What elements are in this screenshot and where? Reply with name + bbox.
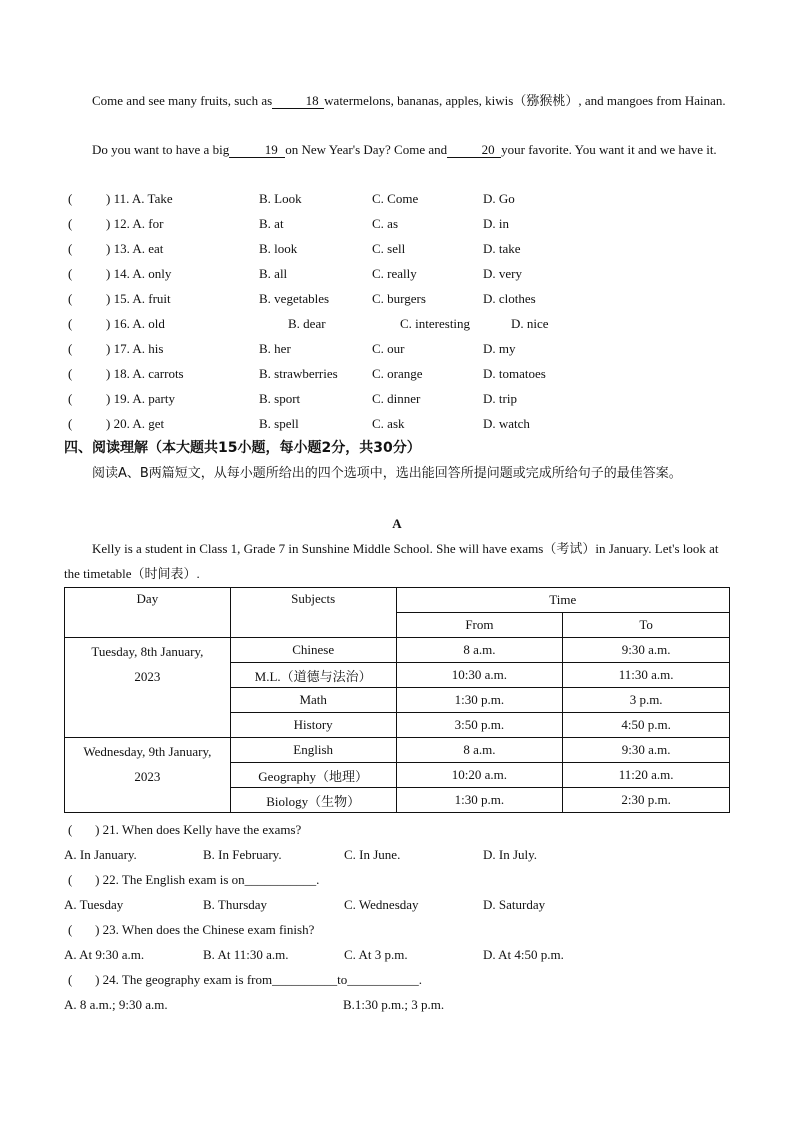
option-d: D. trip	[483, 391, 517, 406]
question-24: ( ) 24. The geography exam is from__________to___________.	[68, 972, 422, 987]
passage-text: watermelons, bananas, apples, kiwis（猕猴桃）, and mangoes from Hainan.	[324, 93, 726, 108]
option-a: A. 8 a.m.; 9:30 a.m.	[64, 997, 168, 1012]
option-a: A. At 9:30 a.m.	[64, 947, 145, 962]
option-row-18	[64, 361, 730, 386]
answer-paren: (	[68, 216, 73, 231]
option-c: C. Come	[372, 191, 419, 206]
day-label: Tuesday, 8th January,	[91, 644, 204, 659]
from-cell: 1:30 p.m.	[396, 688, 563, 713]
option-row-14	[64, 261, 730, 286]
option-d: D. Saturday	[483, 897, 546, 912]
from-cell: 8 a.m.	[396, 738, 563, 763]
option-d: D. Go	[483, 191, 515, 206]
option-a: ) 18. A. carrots	[106, 366, 184, 381]
option-c: C. interesting	[400, 316, 471, 331]
option-b: B. In February.	[203, 847, 282, 862]
option-a: ) 19. A. party	[106, 391, 175, 406]
exam-timetable	[64, 587, 730, 813]
header-day: Day	[65, 588, 231, 638]
answer-paren: (	[68, 416, 73, 431]
option-a: ) 17. A. his	[106, 341, 164, 356]
option-d: D. very	[483, 266, 522, 281]
option-b: B. her	[259, 341, 291, 356]
day-cell-tuesday	[65, 638, 231, 738]
blank-20: 20	[447, 143, 501, 158]
subject-cell: Biology（生物）	[230, 788, 396, 813]
to-cell: 11:30 a.m.	[563, 663, 730, 688]
question-21: ( ) 21. When does Kelly have the exams?	[68, 822, 302, 837]
option-d: D. watch	[483, 416, 530, 431]
option-b: B.1:30 p.m.; 3 p.m.	[343, 997, 445, 1012]
option-b: B. dear	[288, 316, 326, 331]
subject-cell: Math	[230, 688, 396, 713]
option-a: ) 20. A. get	[106, 416, 165, 431]
option-a: ) 15. A. fruit	[106, 291, 171, 306]
answer-paren: (	[68, 266, 73, 281]
header-from: From	[396, 613, 563, 638]
option-row-17	[64, 336, 730, 361]
day-year: 2023	[134, 769, 161, 784]
option-row-16	[64, 311, 730, 336]
option-c: C. burgers	[372, 291, 426, 306]
from-cell: 3:50 p.m.	[396, 713, 563, 738]
option-c: C. really	[372, 266, 417, 281]
day-label: Wednesday, 9th January,	[83, 744, 212, 759]
question-23: ( ) 23. When does the Chinese exam finish?	[68, 922, 315, 937]
passage-paragraph-2	[64, 137, 730, 162]
to-cell: 9:30 a.m.	[563, 638, 730, 663]
passage-text: on New Year's Day? Come and	[285, 142, 448, 157]
day-year: 2023	[134, 669, 161, 684]
answer-paren: (	[68, 291, 73, 306]
option-c: C. Wednesday	[344, 897, 419, 912]
option-c: C. At 3 p.m.	[344, 947, 408, 962]
to-cell: 4:50 p.m.	[563, 713, 730, 738]
option-c: C. our	[372, 341, 405, 356]
option-c: C. In June.	[344, 847, 401, 862]
question-22: ( ) 22. The English exam is on___________.	[68, 872, 320, 887]
option-c: C. orange	[372, 366, 423, 381]
option-c: C. as	[372, 216, 398, 231]
option-row-20	[64, 411, 730, 436]
from-cell: 1:30 p.m.	[396, 788, 563, 813]
subject-cell: M.L.（道德与法治）	[230, 663, 396, 688]
header-subjects: Subjects	[230, 588, 396, 638]
option-d: D. take	[483, 241, 521, 256]
subject-cell: Geography（地理）	[230, 763, 396, 788]
reading-intro: Kelly is a student in Class 1, Grade 7 in Sunshine Middle School. She will have exams（考试）in January. Let's look at the timetable（时间表）.	[64, 541, 719, 581]
answer-paren: (	[68, 341, 73, 356]
section-heading: 四、阅读理解（本大题共15小题，每小题2分，共30分）	[64, 440, 421, 456]
option-row-12	[64, 211, 730, 236]
option-a: ) 12. A. for	[106, 216, 164, 231]
option-a: ) 16. A. old	[106, 316, 165, 331]
to-cell: 2:30 p.m.	[563, 788, 730, 813]
to-cell: 9:30 a.m.	[563, 738, 730, 763]
subject-cell: English	[230, 738, 396, 763]
option-d: D. In July.	[483, 847, 538, 862]
option-b: B. Look	[259, 191, 302, 206]
option-row-15	[64, 286, 730, 311]
section-instruction: 阅读A、B两篇短文，从每小题所给出的四个选项中，选出能回答所提问题或完成所给句子的最佳答案。	[92, 466, 682, 481]
to-cell: 3 p.m.	[563, 688, 730, 713]
option-row-19	[64, 386, 730, 411]
option-d: D. tomatoes	[483, 366, 546, 381]
option-b: B. sport	[259, 391, 301, 406]
option-b: B. spell	[259, 416, 299, 431]
from-cell: 8 a.m.	[396, 638, 563, 663]
answer-paren: (	[68, 191, 73, 206]
from-cell: 10:20 a.m.	[396, 763, 563, 788]
passage-text: Do you want to have a big	[92, 142, 230, 157]
option-a: A. In January.	[64, 847, 137, 862]
option-b: B. strawberries	[259, 366, 338, 381]
answer-paren: (	[68, 366, 73, 381]
to-cell: 11:20 a.m.	[563, 763, 730, 788]
option-a: A. Tuesday	[64, 897, 124, 912]
passage-text: Come and see many fruits, such as	[92, 93, 273, 108]
option-b: B. Thursday	[203, 897, 268, 912]
option-d: D. nice	[511, 316, 549, 331]
part-label: A	[392, 516, 402, 531]
option-a: ) 11. A. Take	[106, 191, 173, 206]
option-d: D. in	[483, 216, 509, 231]
option-row-13	[64, 236, 730, 261]
option-d: D. At 4:50 p.m.	[483, 947, 564, 962]
passage-paragraph-1	[64, 88, 730, 113]
option-c: C. dinner	[372, 391, 421, 406]
day-cell-wednesday	[65, 738, 231, 813]
answer-paren: (	[68, 391, 73, 406]
option-d: D. my	[483, 341, 516, 356]
option-b: B. all	[259, 266, 288, 281]
header-to: To	[563, 613, 730, 638]
option-c: C. ask	[372, 416, 405, 431]
from-cell: 10:30 a.m.	[396, 663, 563, 688]
option-b: B. at	[259, 216, 284, 231]
option-c: C. sell	[372, 241, 406, 256]
option-b: B. At 11:30 a.m.	[203, 947, 289, 962]
subject-cell: History	[230, 713, 396, 738]
answer-paren: (	[68, 241, 73, 256]
subject-cell: Chinese	[230, 638, 396, 663]
option-b: B. vegetables	[259, 291, 330, 306]
option-b: B. look	[259, 241, 298, 256]
header-time: Time	[396, 588, 729, 613]
option-row-11	[64, 186, 730, 211]
option-a: ) 13. A. eat	[106, 241, 164, 256]
answer-paren: (	[68, 316, 73, 331]
option-d: D. clothes	[483, 291, 536, 306]
option-a: ) 14. A. only	[106, 266, 172, 281]
blank-19: 19	[229, 143, 285, 158]
passage-text: your favorite. You want it and we have it.	[501, 142, 717, 157]
blank-18: 18	[272, 94, 324, 109]
